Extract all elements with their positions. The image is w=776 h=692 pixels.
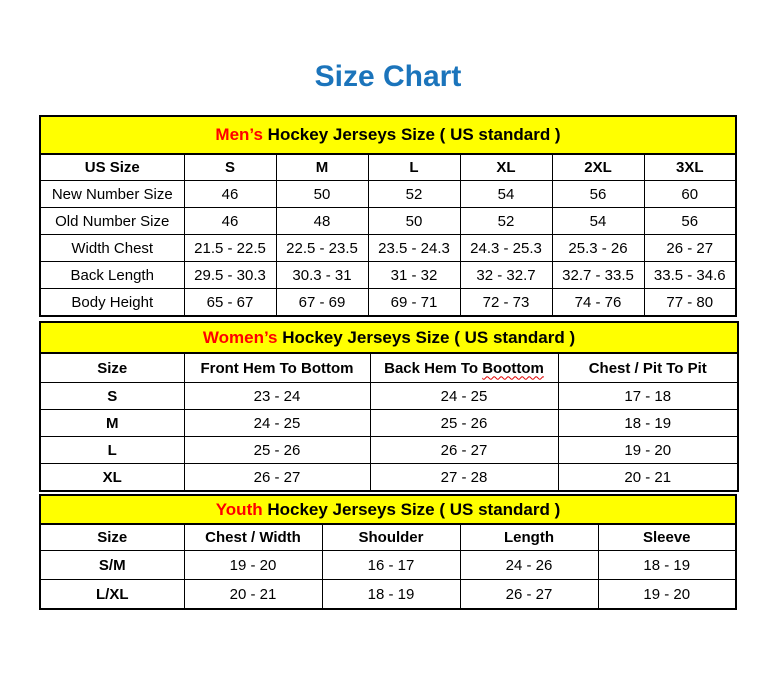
column-header-length: Length — [460, 524, 598, 551]
cell-value: 18 - 19 — [598, 551, 736, 580]
cell-value: 18 - 19 — [558, 410, 738, 437]
cell-value: 50 — [276, 181, 368, 208]
row-label: Back Length — [40, 262, 184, 289]
table-row — [40, 262, 736, 289]
column-header-size: Size — [40, 353, 184, 383]
table-row — [40, 464, 738, 492]
cell-value: 22.5 - 23.5 — [276, 235, 368, 262]
column-header-chest-width: Chest / Width — [184, 524, 322, 551]
cell-value: 46 — [184, 181, 276, 208]
column-header-xl: XL — [460, 154, 552, 181]
row-label: S — [40, 383, 184, 410]
cell-value: 52 — [368, 181, 460, 208]
cell-value: 54 — [460, 181, 552, 208]
cell-value: 33.5 - 34.6 — [644, 262, 736, 289]
table-row — [40, 181, 736, 208]
column-header-row — [40, 524, 736, 551]
cell-value: 31 - 32 — [368, 262, 460, 289]
table-youth — [39, 494, 737, 610]
cell-value: 23 - 24 — [184, 383, 370, 410]
column-header-size: Size — [40, 524, 184, 551]
column-header-row — [40, 154, 736, 181]
column-header-2xl: 2XL — [552, 154, 644, 181]
mens-section-title: Hockey Jerseys Size ( US standard ) — [262, 125, 561, 144]
cell-value: 74 - 76 — [552, 289, 644, 317]
youth-table-body — [40, 551, 736, 610]
row-label: S/M — [40, 551, 184, 580]
cell-value: 20 - 21 — [184, 580, 322, 610]
cell-value: 24 - 25 — [370, 383, 558, 410]
cell-value: 25 - 26 — [370, 410, 558, 437]
cell-value: 24.3 - 25.3 — [460, 235, 552, 262]
row-label: Width Chest — [40, 235, 184, 262]
column-header-back-hem-to-boottom — [370, 353, 558, 383]
size-chart-tables — [39, 115, 737, 610]
misspelled-word: Boottom — [482, 359, 544, 377]
mens-section-highlight: Men’s — [215, 125, 263, 144]
cell-value: 48 — [276, 208, 368, 235]
cell-value: 20 - 21 — [558, 464, 738, 492]
cell-value: 50 — [368, 208, 460, 235]
cell-value: 25.3 - 26 — [552, 235, 644, 262]
table-row — [40, 383, 738, 410]
column-header-front-hem-to-bottom: Front Hem To Bottom — [184, 353, 370, 383]
row-label: New Number Size — [40, 181, 184, 208]
youth-section-title: Hockey Jerseys Size ( US standard ) — [262, 499, 561, 519]
cell-value: 19 - 20 — [598, 580, 736, 610]
womens-section-highlight: Women’s — [202, 327, 278, 347]
cell-value: 27 - 28 — [370, 464, 558, 492]
cell-value: 56 — [552, 181, 644, 208]
mens-table-body — [40, 181, 736, 317]
cell-value: 32.7 - 33.5 — [552, 262, 644, 289]
cell-value: 77 - 80 — [644, 289, 736, 317]
cell-value: 29.5 - 30.3 — [184, 262, 276, 289]
row-label: M — [40, 410, 184, 437]
cell-value: 24 - 25 — [184, 410, 370, 437]
column-header-3xl: 3XL — [644, 154, 736, 181]
column-header-row — [40, 353, 738, 383]
table-row — [40, 235, 736, 262]
cell-value: 72 - 73 — [460, 289, 552, 317]
cell-value: 52 — [460, 208, 552, 235]
column-header-l: L — [368, 154, 460, 181]
table-row — [40, 437, 738, 464]
column-header-sleeve: Sleeve — [598, 524, 736, 551]
cell-value: 23.5 - 24.3 — [368, 235, 460, 262]
page-title: Size Chart — [314, 60, 462, 93]
cell-value: 56 — [644, 208, 736, 235]
cell-value: 25 - 26 — [184, 437, 370, 464]
column-header-m: M — [276, 154, 368, 181]
column-header-text: Back Hem To — [384, 359, 483, 377]
row-label: XL — [40, 464, 184, 492]
cell-value: 30.3 - 31 — [276, 262, 368, 289]
column-header-s: S — [184, 154, 276, 181]
cell-value: 26 - 27 — [460, 580, 598, 610]
row-label: L — [40, 437, 184, 464]
cell-value: 65 - 67 — [184, 289, 276, 317]
table-row — [40, 208, 736, 235]
cell-value: 21.5 - 22.5 — [184, 235, 276, 262]
cell-value: 26 - 27 — [184, 464, 370, 492]
womens-table-body — [40, 383, 738, 492]
womens-section-header — [40, 322, 738, 353]
mens-section-header — [40, 116, 736, 154]
cell-value: 24 - 26 — [460, 551, 598, 580]
youth-section-header — [40, 495, 736, 524]
table-row — [40, 551, 736, 580]
cell-value: 16 - 17 — [322, 551, 460, 580]
cell-value: 18 - 19 — [322, 580, 460, 610]
mens-band-row — [40, 116, 736, 154]
column-header-us-size: US Size — [40, 154, 184, 181]
cell-value: 32 - 32.7 — [460, 262, 552, 289]
cell-value: 46 — [184, 208, 276, 235]
cell-value: 19 - 20 — [184, 551, 322, 580]
table-row — [40, 580, 736, 610]
table-womens — [39, 321, 739, 492]
womens-band-row — [40, 322, 738, 353]
youth-band-row — [40, 495, 736, 524]
cell-value: 26 - 27 — [370, 437, 558, 464]
cell-value: 26 - 27 — [644, 235, 736, 262]
column-header-shoulder: Shoulder — [322, 524, 460, 551]
womens-section-title: Hockey Jerseys Size ( US standard ) — [277, 327, 576, 347]
table-mens — [39, 115, 737, 317]
cell-value: 67 - 69 — [276, 289, 368, 317]
row-label: Body Height — [40, 289, 184, 317]
row-label: Old Number Size — [40, 208, 184, 235]
cell-value: 54 — [552, 208, 644, 235]
cell-value: 17 - 18 — [558, 383, 738, 410]
cell-value: 60 — [644, 181, 736, 208]
youth-section-highlight: Youth — [215, 499, 263, 519]
cell-value: 19 - 20 — [558, 437, 738, 464]
column-header-chest-pit-to-pit: Chest / Pit To Pit — [558, 353, 738, 383]
table-row — [40, 289, 736, 317]
row-label: L/XL — [40, 580, 184, 610]
table-row — [40, 410, 738, 437]
cell-value: 69 - 71 — [368, 289, 460, 317]
